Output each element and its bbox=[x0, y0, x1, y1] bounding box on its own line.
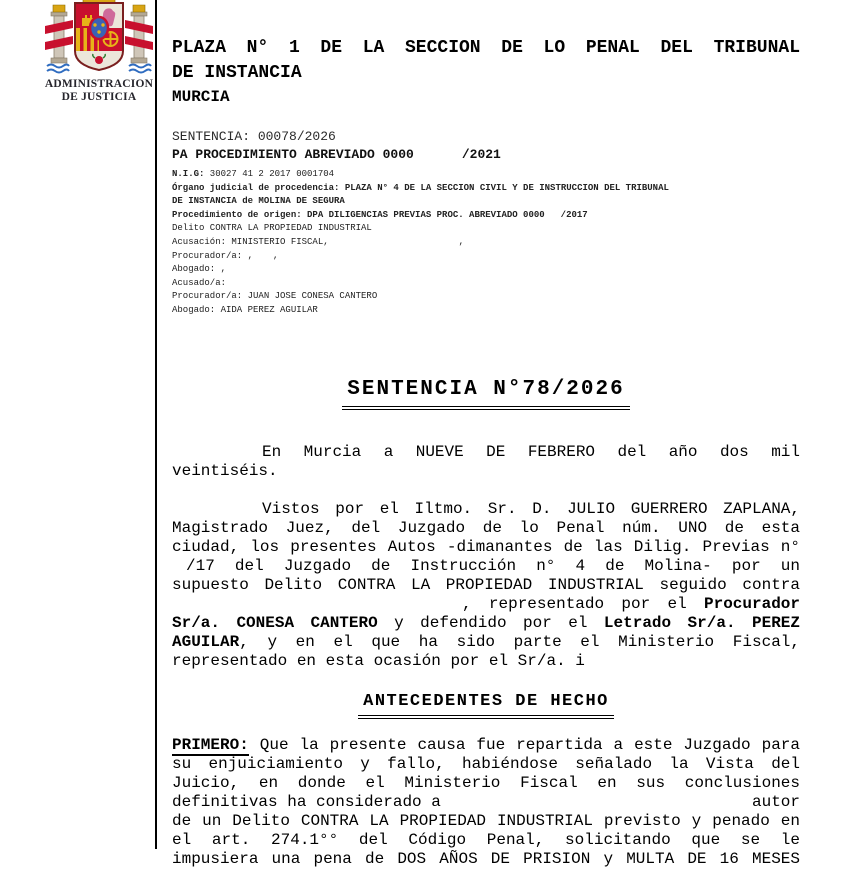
text-segment: Letrado Sr/a. PEREZ bbox=[603, 613, 801, 632]
spacer bbox=[172, 719, 800, 736]
text-segment: /2017 bbox=[560, 209, 588, 220]
header-line-1 bbox=[172, 36, 800, 61]
delito-line bbox=[172, 222, 800, 236]
org-name bbox=[40, 78, 158, 104]
text-segment: ciudad, los presentes Autos -dimanantes de las Dilig. Previas n° bbox=[172, 537, 800, 556]
para-intro-line bbox=[172, 443, 800, 462]
text-segment: MURCIA bbox=[172, 88, 230, 106]
text-segment: definitivas ha considerado a bbox=[172, 792, 441, 811]
acusacion-line bbox=[172, 236, 800, 250]
text-segment: DE INSTANCIA bbox=[172, 63, 302, 83]
vertical-divider bbox=[155, 0, 157, 849]
text-segment: /2021 bbox=[461, 147, 501, 162]
text-segment: Procurador/a: , bbox=[172, 250, 254, 261]
org-name-line-1: ADMINISTRACION bbox=[44, 78, 154, 90]
text-segment: SENTENCIA: 00078/2026 bbox=[172, 129, 336, 144]
para-primero-line bbox=[172, 736, 800, 755]
text-segment: N.I.G: bbox=[172, 169, 205, 179]
section-heading-antecedentes bbox=[172, 690, 800, 719]
text-segment: su enjuiciamiento y fallo, habiéndose señalado la Vista del bbox=[172, 754, 800, 773]
para-vistos-line bbox=[172, 595, 800, 614]
spacer bbox=[172, 318, 800, 375]
organo-line-2 bbox=[172, 195, 800, 209]
text-segment: Que la presente causa fue repartida a este Juzgado para bbox=[248, 735, 800, 754]
text-segment: Abogado: , bbox=[172, 264, 227, 275]
text-segment: /17 del Juzgado de Instrucción n° 4 de Molina- por un bbox=[186, 556, 800, 575]
text-segment: representado en esta ocasión por el Sr/a. i bbox=[172, 651, 585, 670]
procedure-line bbox=[172, 145, 800, 164]
acusado-line bbox=[172, 277, 800, 291]
text-segment: , y en el que ha sido parte el Ministerio Fiscal, bbox=[239, 632, 800, 651]
text-segment: el art. 274.1°° del Código Penal, solicitando que se le bbox=[172, 830, 800, 849]
text-segment: PLAZA N° 1 DE LA SECCION DE LO PENAL DEL TRIBUNAL bbox=[172, 38, 800, 58]
text-segment: veintiséis. bbox=[172, 461, 278, 480]
text-segment: Procurador/a: JUAN JOSE CONESA CANTERO bbox=[172, 291, 378, 302]
para-primero-line bbox=[172, 831, 800, 850]
text-segment: Juicio, en donde el Ministerio Fiscal en sus conclusiones bbox=[172, 773, 800, 792]
text-segment: Magistrado Juez, del Juzgado de lo Penal núm. UNO de esta bbox=[172, 518, 800, 537]
sentence-title bbox=[172, 375, 800, 410]
document-content bbox=[172, 0, 800, 869]
text-segment: supuesto Delito CONTRA LA PROPIEDAD INDUSTRIAL seguido contra bbox=[172, 575, 800, 594]
left-rail bbox=[0, 0, 155, 849]
text-segment: 30027 41 2 2017 0001704 bbox=[204, 169, 335, 179]
para-primero-line bbox=[172, 755, 800, 774]
para-intro-line bbox=[172, 462, 800, 481]
text-segment: Acusación: MINISTERIO FISCAL, bbox=[172, 236, 329, 247]
text-segment: , bbox=[273, 250, 279, 261]
text-segment: Vistos por el Iltmo. Sr. D. JULIO GUERRERO ZAPLANA, bbox=[262, 499, 800, 518]
org-name-line-2: DE JUSTICIA bbox=[61, 91, 137, 103]
spacer bbox=[172, 671, 800, 690]
para-vistos-line bbox=[172, 633, 800, 652]
procurador-line-1 bbox=[172, 250, 800, 264]
spacer bbox=[172, 410, 800, 443]
text-segment: Sr/a. CONESA CANTERO bbox=[172, 613, 378, 632]
sentencia-number-line bbox=[172, 128, 800, 145]
para-primero-line bbox=[172, 812, 800, 831]
para-vistos-line bbox=[172, 652, 800, 671]
text-segment: impusiera una pena de DOS AÑOS DE PRISION y MULTA DE 16 MESES bbox=[172, 849, 800, 868]
text-segment: Órgano judicial de procedencia: PLAZA N° 4 DE LA SECCION CIVIL Y DE INSTRUCCION DEL TRIBUNAL bbox=[172, 182, 669, 193]
text-segment: Procedimiento de origen: DPA DILIGENCIAS PREVIAS PROC. ABREVIADO 0000 bbox=[172, 209, 545, 220]
abogado-line-1 bbox=[172, 263, 800, 277]
text-segment: DE INSTANCIA de MOLINA DE SEGURA bbox=[172, 196, 345, 207]
spacer bbox=[172, 481, 800, 500]
text-segment: Procurador bbox=[703, 594, 800, 613]
para-vistos-line bbox=[172, 576, 800, 595]
para-vistos-line bbox=[172, 614, 800, 633]
para-vistos-line bbox=[172, 538, 800, 557]
procurador-line-2 bbox=[172, 290, 800, 304]
text-segment: , representado por el bbox=[462, 594, 704, 613]
spain-coat-of-arms-icon bbox=[43, 0, 155, 80]
organo-line-1 bbox=[172, 182, 800, 196]
nig-line bbox=[172, 168, 800, 182]
origen-line bbox=[172, 209, 800, 223]
para-vistos-line bbox=[172, 557, 800, 576]
para-primero-line bbox=[172, 774, 800, 793]
text-segment: PA PROCEDIMIENTO ABREVIADO 0000 bbox=[172, 147, 414, 162]
text-segment: SENTENCIA N°78/2026 bbox=[342, 375, 629, 410]
text-segment: autor bbox=[751, 792, 800, 811]
text-segment: En Murcia a NUEVE DE FEBRERO del año dos mil bbox=[262, 442, 800, 461]
text-segment: Acusado/a: bbox=[172, 277, 227, 288]
para-vistos-line bbox=[172, 500, 800, 519]
abogado-line-2 bbox=[172, 304, 800, 318]
text-segment: AGUILAR bbox=[172, 632, 240, 651]
para-vistos-line bbox=[172, 519, 800, 538]
text-segment: , bbox=[458, 236, 465, 247]
text-segment: de un Delito CONTRA LA PROPIEDAD INDUSTRIAL previsto y penado en bbox=[172, 811, 800, 830]
text-segment: y defendido por el bbox=[377, 613, 604, 632]
para-primero-line bbox=[172, 850, 800, 869]
header-city bbox=[172, 86, 800, 108]
text-segment: ANTECEDENTES DE HECHO bbox=[358, 690, 614, 719]
para-primero-line bbox=[172, 793, 800, 812]
text-segment: Abogado: AIDA PEREZ AGUILAR bbox=[172, 304, 318, 315]
text-segment: PRIMERO: bbox=[172, 735, 249, 754]
coat-of-arms bbox=[40, 0, 158, 104]
header-line-2 bbox=[172, 61, 800, 86]
spacer bbox=[172, 108, 800, 128]
text-segment: Delito CONTRA LA PROPIEDAD INDUSTRIAL bbox=[172, 223, 372, 234]
